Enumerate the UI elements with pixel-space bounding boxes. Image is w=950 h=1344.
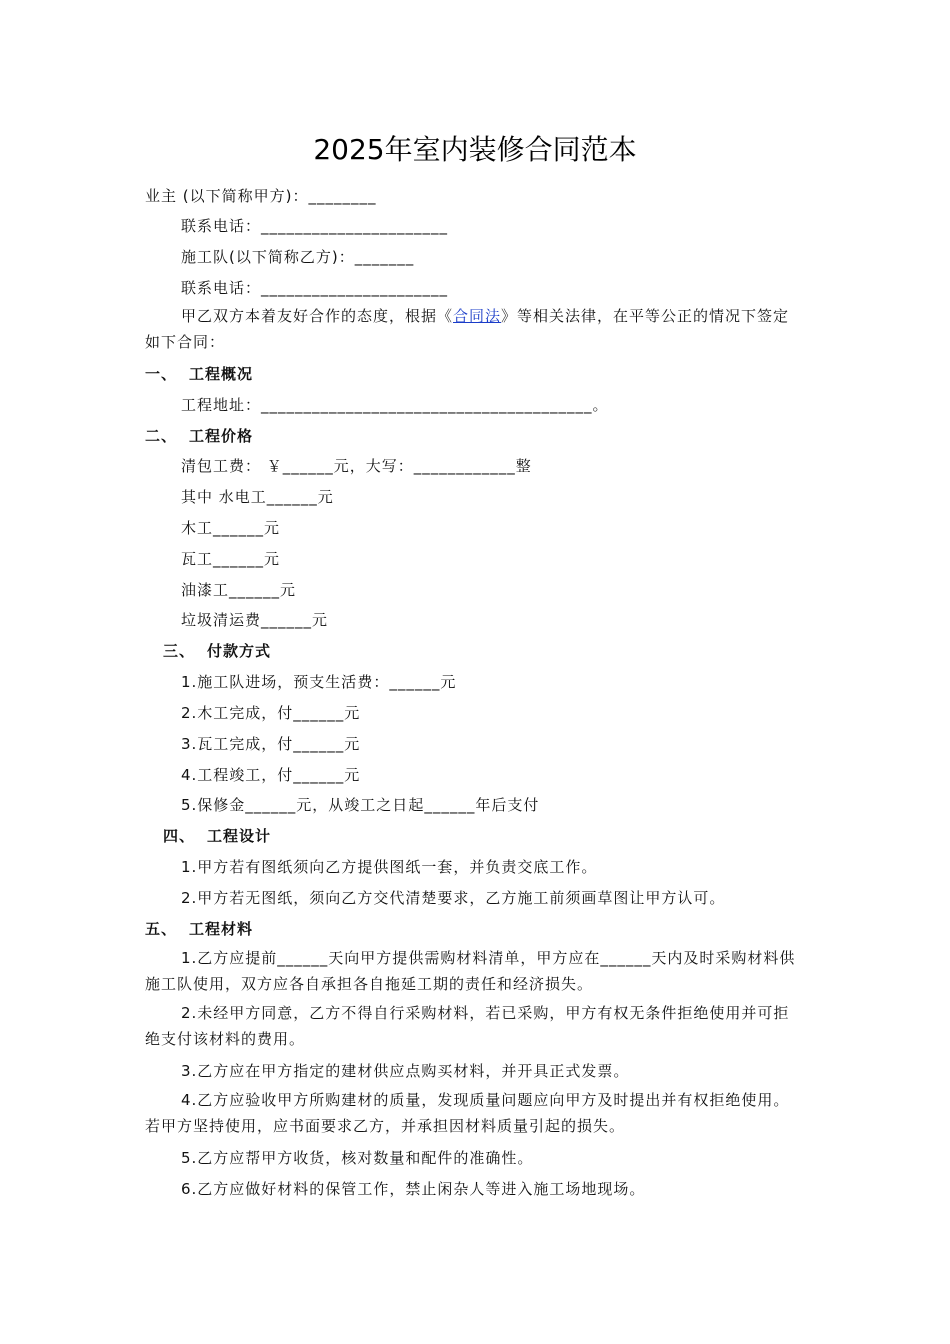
payment-item: 3.瓦工完成，付______元 bbox=[181, 735, 361, 753]
price-item: 木工______元 bbox=[181, 519, 281, 537]
section-4-number: 四、 bbox=[163, 827, 196, 845]
owner-line: 业主 (以下简称甲方)：________ bbox=[145, 187, 377, 205]
contractor-phone-line: 联系电话：______________________ bbox=[181, 279, 449, 297]
intro-statement bbox=[145, 303, 800, 355]
owner-phone-line: 联系电话：______________________ bbox=[181, 217, 449, 235]
section-4-heading bbox=[163, 826, 271, 846]
material-item: 4.乙方应验收甲方所购建材的质量，发现质量问题应向甲方及时提出并有权拒绝使用。若甲方坚持使用，应书面要求乙方，并承担因材料质量引起的损失。 bbox=[145, 1091, 790, 1135]
price-item: 瓦工______元 bbox=[181, 550, 281, 568]
section-1-title: 工程概况 bbox=[189, 365, 254, 383]
payment-item: 4.工程竣工，付______元 bbox=[181, 766, 361, 784]
section-2-number: 二、 bbox=[145, 427, 178, 445]
material-item: 1.乙方应提前______天向甲方提供需购材料清单，甲方应在______天内及时采购材料供施工队使用，双方应各自承担各自拖延工期的责任和经济损失。 bbox=[145, 949, 796, 993]
document-title: 2025年室内装修合同范本 bbox=[313, 133, 637, 166]
material-item: 5.乙方应帮甲方收货，核对数量和配件的准确性。 bbox=[181, 1149, 534, 1167]
section-5-heading bbox=[145, 919, 253, 939]
price-item: 清包工费： ￥______元，大写：____________整 bbox=[181, 457, 532, 475]
payment-item: 2.木工完成，付______元 bbox=[181, 704, 361, 722]
section-3-title: 付款方式 bbox=[207, 642, 272, 660]
section-5-title: 工程材料 bbox=[189, 920, 254, 938]
contract-law-link[interactable]: 合同法 bbox=[453, 307, 502, 325]
design-item: 2.甲方若无图纸，须向乙方交代清楚要求，乙方施工前须画草图让甲方认可。 bbox=[181, 889, 726, 907]
statement-text-post: 》等相关法律，在平等公正的情况下签定如下合同： bbox=[145, 307, 790, 351]
section-5-number: 五、 bbox=[145, 920, 178, 938]
price-item: 其中 水电工______元 bbox=[181, 488, 334, 506]
section-1-heading bbox=[145, 364, 253, 384]
project-address-line: 工程地址：_______________________________________。 bbox=[181, 396, 609, 414]
section-2-heading bbox=[145, 426, 253, 446]
statement-text-pre: 甲乙双方本着友好合作的态度，根据《 bbox=[181, 307, 454, 325]
price-item: 油漆工______元 bbox=[181, 581, 297, 599]
contractor-line: 施工队(以下简称乙方)：_______ bbox=[181, 248, 415, 266]
design-item: 1.甲方若有图纸须向乙方提供图纸一套，并负责交底工作。 bbox=[181, 858, 598, 876]
section-4-title: 工程设计 bbox=[207, 827, 272, 845]
price-item: 垃圾清运费______元 bbox=[181, 611, 329, 629]
material-item: 3.乙方应在甲方指定的建材供应点购买材料，并开具正式发票。 bbox=[181, 1062, 630, 1080]
payment-item: 5.保修金______元，从竣工之日起______年后支付 bbox=[181, 796, 540, 814]
payment-item: 1.施工队进场，预支生活费：______元 bbox=[181, 673, 457, 691]
material-item: 2.未经甲方同意，乙方不得自行采购材料，若已采购，甲方有权无条件拒绝使用并可拒绝支付该材料的费用。 bbox=[145, 1004, 790, 1048]
section-3-heading bbox=[163, 641, 271, 661]
material-item: 6.乙方应做好材料的保管工作，禁止闲杂人等进入施工场地现场。 bbox=[181, 1180, 646, 1198]
section-1-number: 一、 bbox=[145, 365, 178, 383]
section-2-title: 工程价格 bbox=[189, 427, 254, 445]
section-3-number: 三、 bbox=[163, 642, 196, 660]
